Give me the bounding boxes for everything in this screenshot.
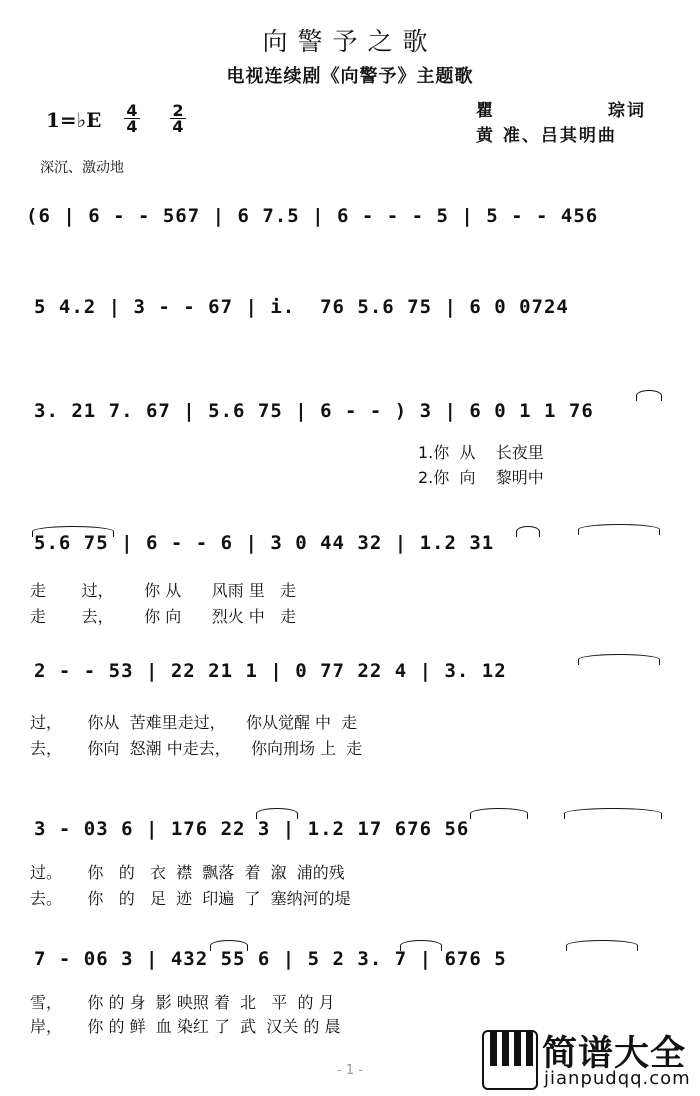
composer-credit: 黄 准、吕其明曲 xyxy=(476,126,617,146)
notation-line: (6 | 6 - - 567 | 6 7.5 | 6 - - - 5 | 5 - - 456 xyxy=(26,205,599,227)
slur-mark xyxy=(516,526,540,537)
lyric-verse-1: 走 过， 你 从 风雨 里 走 xyxy=(30,581,297,600)
time-sig-denominator: 4 xyxy=(124,118,140,134)
slur-mark xyxy=(636,390,662,401)
piano-icon xyxy=(482,1030,538,1090)
lyric-verse-2: 岸， 你 的 鲜 血 染红 了 武 汉关 的 晨 xyxy=(30,1017,341,1036)
score-system-7 xyxy=(0,928,700,1036)
time-sig-numerator: 4 xyxy=(126,101,138,120)
watermark-logo xyxy=(482,1026,690,1092)
score-system-5 xyxy=(0,640,700,758)
notation-line: 2 - - 53 | 22 21 1 | 0 77 22 4 | 3. 12 xyxy=(34,660,507,682)
lyric-verse-1: 雪， 你 的 身 影 映照 着 北 平 的 月 xyxy=(30,993,335,1012)
page-number: - 1 - xyxy=(337,1063,363,1078)
slur-mark xyxy=(578,524,660,535)
time-sig-numerator: 2 xyxy=(172,101,184,120)
lyric-verse-1: 1.你 从 长夜里 xyxy=(418,443,544,462)
time-signature-4-4 xyxy=(124,103,140,134)
score-system-2 xyxy=(0,276,700,336)
notation-line: 3 - 03 6 | 176 22 3 | 1.2 17 676 56 xyxy=(34,818,470,840)
watermark-url: jianpudqq.com xyxy=(544,1068,691,1089)
lyricist-name: 瞿 xyxy=(476,101,495,121)
score-system-4 xyxy=(0,512,700,626)
notation-line: 5 4.2 | 3 - - 67 | i. 76 5.6 75 | 6 0 0724 xyxy=(34,296,569,318)
lyric-verse-2: 去。 你 的 足 迹 印遍 了 塞纳河的堤 xyxy=(30,889,351,908)
score-system-6 xyxy=(0,798,700,908)
song-title: 向警予之歌 xyxy=(262,27,438,56)
score-system-3 xyxy=(0,380,700,487)
lyric-verse-2: 2.你 向 黎明中 xyxy=(418,468,544,487)
time-sig-denominator: 4 xyxy=(170,118,186,134)
slur-mark xyxy=(566,940,638,951)
time-signature-2-4 xyxy=(170,103,186,134)
watermark-brand: 简谱大全 xyxy=(542,1034,687,1074)
slur-mark xyxy=(470,808,528,819)
lyric-verse-1: 过， 你从 苦难里走过， 你从觉醒 中 走 xyxy=(30,713,358,732)
tempo-marking: 深沉、激动地 xyxy=(40,160,124,176)
lyric-verse-2: 去， 你向 怒潮 中走去， 你向刑场 上 走 xyxy=(30,739,363,758)
notation-line: 3. 21 7. 67 | 5.6 75 | 6 - - ) 3 | 6 0 1 1 76 xyxy=(34,400,594,422)
key-signature: 1=♭E xyxy=(46,108,102,132)
lyric-verse-1: 过。 你 的 衣 襟 飘落 着 溆 浦的残 xyxy=(30,863,345,882)
lyricist-role: 琮词 xyxy=(608,101,646,121)
slur-mark xyxy=(578,654,660,665)
notation-line: 7 - 06 3 | 432 55 6 | 5 2 3. 7 | 676 5 xyxy=(34,948,507,970)
lyric-verse-2: 走 去， 你 向 烈火 中 走 xyxy=(30,607,297,626)
song-subtitle: 电视连续剧《向警予》主题歌 xyxy=(226,66,474,87)
slur-mark xyxy=(564,808,662,819)
notation-line: 5.6 75 | 6 - - 6 | 3 0 44 32 | 1.2 31 xyxy=(34,532,495,554)
score-system-1 xyxy=(0,185,700,245)
